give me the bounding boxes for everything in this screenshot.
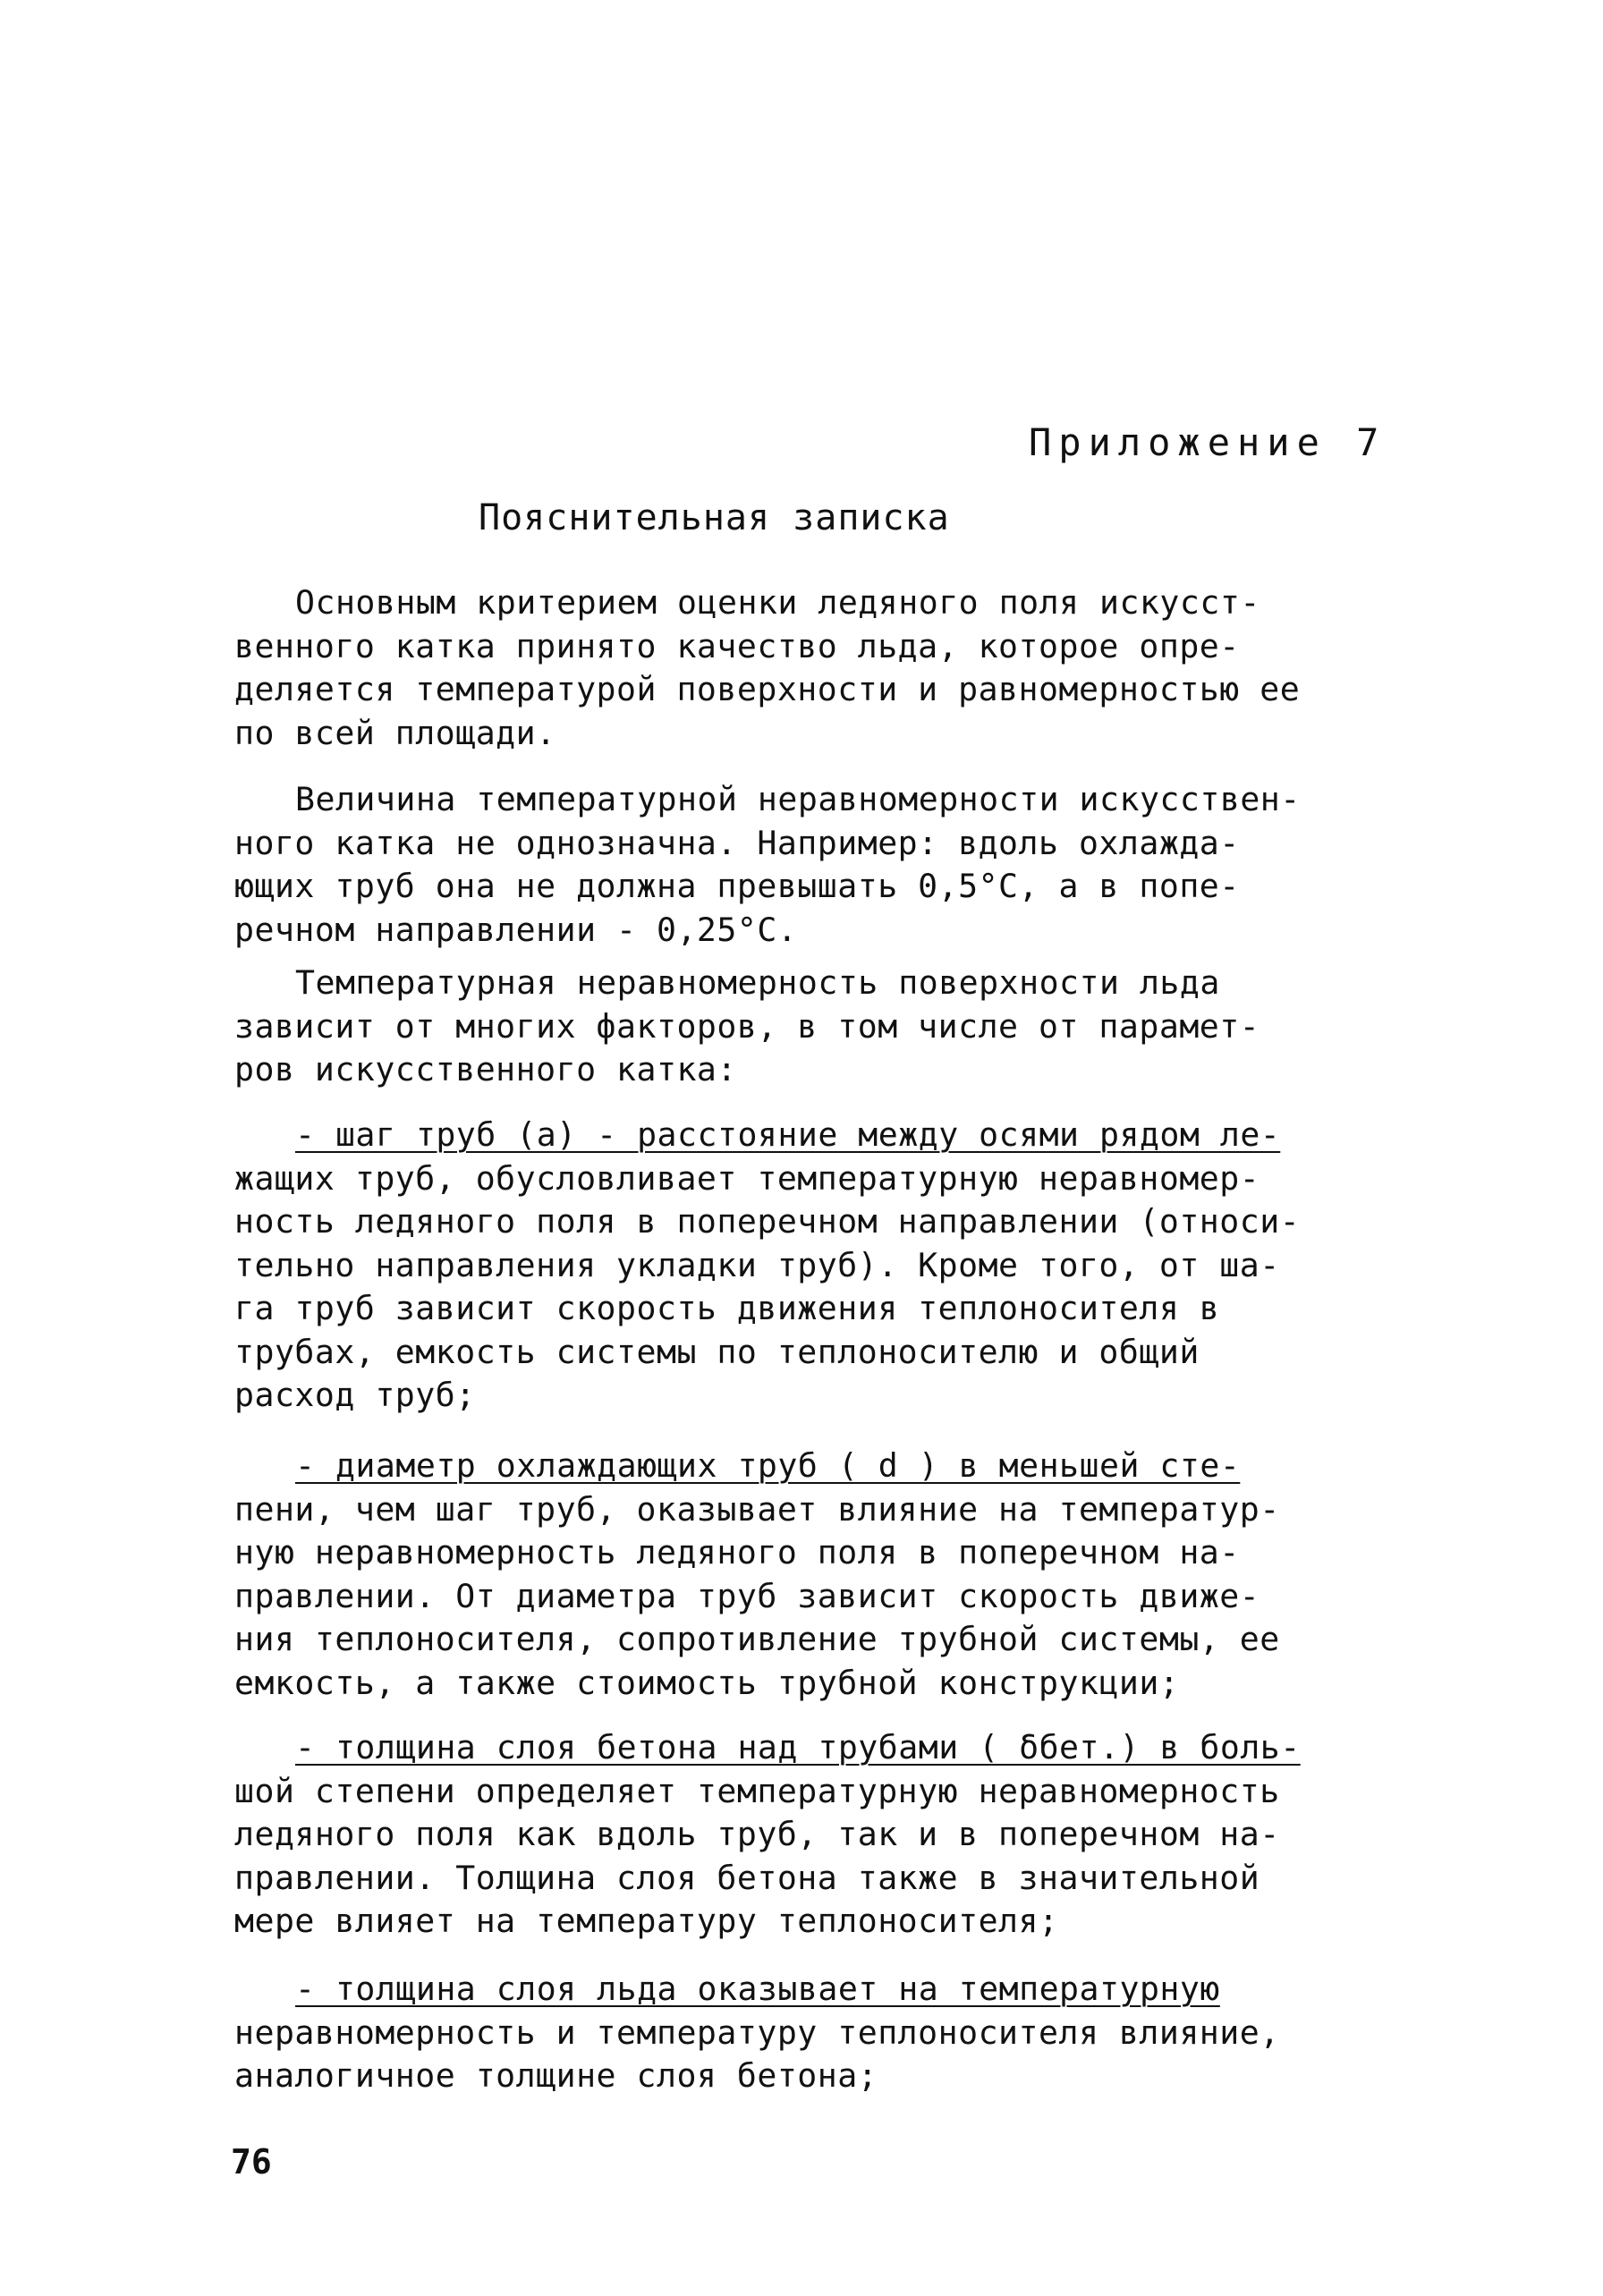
text-line: расход труб; xyxy=(234,1376,476,1414)
text-line: жащих труб, обусловливает температурную неравномер- xyxy=(234,1158,1260,1198)
text-line: тельно направления укладки труб). Кроме того, от ша- xyxy=(234,1245,1280,1284)
paragraph-temperature-nonuniformity xyxy=(234,778,1415,952)
paragraph-factors xyxy=(234,962,1415,1092)
appendix-label: Приложение 7 xyxy=(1029,420,1387,464)
text-line: ную неравномерность ледяного поля в поперечном на- xyxy=(234,1533,1240,1572)
text-line: Величина температурной неравномерности искусствен- xyxy=(295,780,1301,818)
text-line: ность ледяного поля в поперечном направлении (относи- xyxy=(234,1202,1301,1241)
text-line: шой степени определяет температурную неравномерность xyxy=(234,1771,1280,1810)
text-line: - толщина слоя бетона над трубами ( δбет.) в боль- xyxy=(295,1728,1301,1766)
text-line: ного катка не однозначна. Например: вдоль охлажда- xyxy=(234,823,1240,862)
text-line: правлении. Толщина слоя бетона также в значительной xyxy=(234,1858,1260,1897)
paragraph-quality-criterion xyxy=(234,581,1415,755)
text-line: Температурная неравномерность поверхности льда xyxy=(295,963,1220,1002)
text-line: речном направлении - 0,25°С. xyxy=(234,910,798,949)
text-line: венного катка принято качество льда, которое опре- xyxy=(234,626,1240,665)
text-line: ющих труб она не должна превышать 0,5°С, а в попе- xyxy=(234,867,1240,905)
text-line: по всей площади. xyxy=(234,713,556,752)
text-line: емкость, а также стоимость трубной конструкции; xyxy=(234,1663,1180,1702)
text-line: ледяного поля как вдоль труб, так и в поперечном на- xyxy=(234,1815,1280,1853)
text-line: деляется температурой поверхности и равномерностью ее xyxy=(234,670,1301,708)
text-line: неравномерность и температуру теплоносителя влияние, xyxy=(234,2012,1280,2052)
text-line: аналогичное толщине слоя бетона; xyxy=(234,2056,878,2095)
text-line: правлении. От диаметра труб зависит скорость движе- xyxy=(234,1576,1260,1615)
text-line: мере влияет на температуру теплоносителя; xyxy=(234,1902,1059,1940)
paragraph-concrete-layer xyxy=(234,1726,1415,1944)
text-line: ров искусственного катка: xyxy=(234,1050,737,1089)
paragraph-pipe-spacing xyxy=(234,1114,1415,1418)
page-number: 76 xyxy=(231,2142,272,2182)
text-line: ния теплоносителя, сопротивление трубной системы, ее xyxy=(234,1620,1280,1658)
text-line: га труб зависит скорость движения теплоносителя в xyxy=(234,1289,1220,1327)
paragraph-ice-layer xyxy=(234,1968,1415,2098)
text-line: Основным критерием оценки ледяного поля искусст- xyxy=(295,583,1260,622)
text-line: - толщина слоя льда оказывает на температурную xyxy=(295,1970,1220,2008)
text-line: трубах, емкость системы по теплоносителю и общий xyxy=(234,1332,1200,1371)
text-line: зависит от многих факторов, в том числе от парамет- xyxy=(234,1006,1260,1046)
text-line: - диаметр охлаждающих труб ( d ) в меньшей сте- xyxy=(295,1446,1241,1485)
paragraph-pipe-diameter xyxy=(234,1445,1415,1705)
text-line: пени, чем шаг труб, оказывает влияние на температур- xyxy=(234,1489,1280,1529)
document-title: Пояснительная записка xyxy=(479,497,950,538)
text-line: - шаг труб (а) - расстояние между осями рядом ле- xyxy=(295,1115,1281,1154)
